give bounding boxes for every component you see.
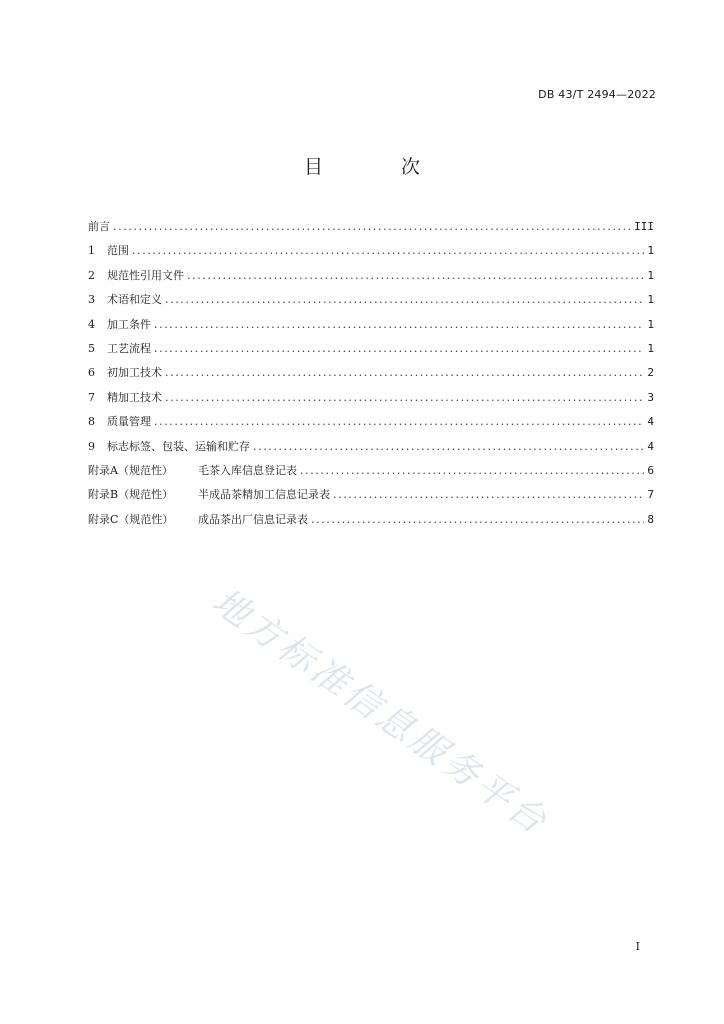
toc-leader-dots [253, 440, 644, 453]
toc-entry-number: 4 [88, 317, 95, 331]
toc-entry-number: 7 [88, 390, 95, 404]
toc-entry-label: 前言 [88, 220, 110, 233]
toc-entry-7[interactable] [88, 389, 654, 413]
toc-leader-dots [165, 293, 644, 306]
toc-entry-page: III [634, 220, 654, 233]
toc-leader-dots [132, 244, 644, 257]
toc-entry-page: 3 [647, 390, 654, 404]
toc-entry-label: 标志标签、包装、运输和贮存 [107, 439, 250, 453]
toc-entry-preface[interactable] [88, 218, 654, 242]
toc-leader-dots [300, 464, 644, 477]
toc-leader-dots [154, 318, 644, 331]
toc-entry-label: 术语和定义 [107, 293, 162, 307]
toc-leader-dots [154, 415, 644, 428]
toc-entry-5[interactable] [88, 340, 654, 364]
toc-entry-1[interactable] [88, 242, 654, 266]
toc-entry-4[interactable] [88, 316, 654, 340]
toc-entry-page: 4 [647, 415, 654, 429]
toc-entry-number: 8 [88, 415, 95, 429]
toc-entry-label: 工艺流程 [107, 341, 151, 355]
toc-entry-number: 1 [88, 244, 95, 258]
toc-entry-page: 6 [647, 463, 654, 477]
toc-entry-label: 毛茶入库信息登记表 [198, 463, 297, 477]
toc-entry-label: 质量管理 [107, 415, 151, 429]
toc-entry-page: 1 [647, 268, 654, 282]
toc-leader-dots [311, 513, 644, 526]
toc-appendix-a[interactable] [88, 462, 654, 486]
toc-entry-number: 6 [88, 366, 95, 380]
toc-leader-dots [165, 366, 644, 379]
toc-entry-6[interactable] [88, 364, 654, 388]
toc-entry-2[interactable] [88, 267, 654, 291]
table-of-contents [88, 218, 654, 535]
toc-appendix-c[interactable] [88, 511, 654, 535]
toc-leader-dots [165, 391, 644, 404]
toc-leader-dots [187, 269, 644, 282]
toc-entry-label: 初加工技术 [107, 366, 162, 380]
toc-entry-page: 1 [647, 341, 654, 355]
toc-leader-dots [113, 220, 631, 233]
toc-entry-label: 范围 [107, 244, 129, 258]
toc-entry-number: 2 [88, 268, 95, 282]
toc-entry-page: 4 [647, 439, 654, 453]
toc-entry-page: 1 [647, 317, 654, 331]
toc-leader-dots [333, 488, 644, 501]
toc-entry-page: 8 [647, 512, 654, 526]
toc-entry-label: 加工条件 [107, 317, 151, 331]
toc-entry-number: 5 [88, 341, 95, 355]
toc-entry-page: 1 [647, 244, 654, 258]
watermark: 地方标准信息服务平台 [204, 580, 556, 844]
page-title: 目 次 [303, 156, 457, 178]
toc-entry-label: 成品茶出厂信息记录表 [198, 512, 308, 526]
toc-entry-3[interactable] [88, 291, 654, 315]
toc-leader-dots [154, 342, 644, 355]
toc-entry-label: 规范性引用文件 [107, 268, 184, 282]
toc-entry-number: 3 [88, 293, 95, 307]
toc-entry-8[interactable] [88, 413, 654, 437]
toc-entry-label: 精加工技术 [107, 390, 162, 404]
document-code: DB 43/T 2494—2022 [538, 88, 656, 101]
toc-entry-page: 1 [647, 293, 654, 307]
toc-entry-number: 9 [88, 439, 95, 453]
toc-appendix-prefix: 附录B（规范性） [88, 488, 174, 502]
toc-entry-page: 2 [647, 366, 654, 380]
toc-entry-9[interactable] [88, 438, 654, 462]
toc-entry-page: 7 [647, 488, 654, 502]
toc-appendix-b[interactable] [88, 486, 654, 510]
toc-appendix-prefix: 附录A（规范性） [88, 463, 173, 477]
toc-entry-label: 半成品茶精加工信息记录表 [198, 488, 330, 502]
toc-appendix-prefix: 附录C（规范性） [88, 512, 174, 526]
page-number: I [635, 940, 640, 953]
